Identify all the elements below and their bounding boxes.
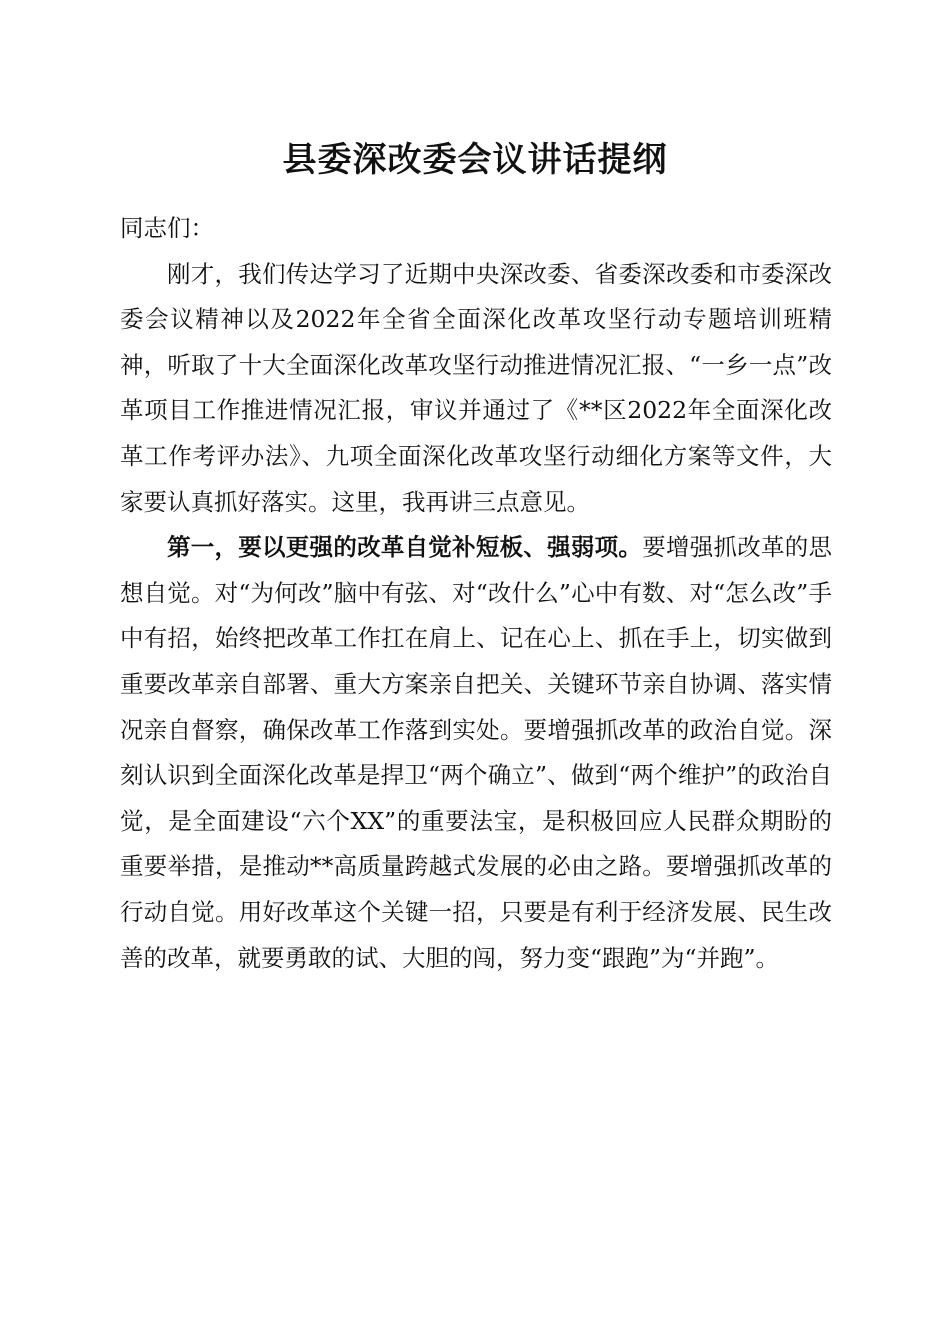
salutation: 同志们： xyxy=(120,214,214,242)
point-one-body: 要增强抓改革的思想自觉。对“为何改”脑中有弦、对“改什么”心中有数、对“怎么改”手中有招，始终把改革工作扛在肩上、记在心上、抓在手上，切实做到重要改革亲自部署、重大方案亲自把关、关键环节亲自协调、落实情况亲自督察，确保改革工作落到实处。要增强抓改革的政治自觉。深刻认识到全面深化改革是捍卫“两个确立”、做到“两个维护”的政治自觉，是全面建设“六个XX”的重要法宝，是积极回应人民群众期盼的重要举措，是推动**高质量跨越式发展的必由之路。要增强抓改革的行动自觉。用好改革这个关键一招，只要是有利于经济发展、民生改善的改革，就要勇敢的试、大胆的闯，努力变“跟跑”为“并跑”。 xyxy=(120,533,833,972)
point-one-heading: 第一，要以更强的改革自觉补短板、强弱项。 xyxy=(167,533,643,562)
document-body xyxy=(120,206,832,981)
paragraph-point-one xyxy=(120,525,832,981)
document-title: 县委深改委会议讲话提纲 xyxy=(282,140,668,180)
paragraph-intro: 刚才，我们传达学习了近期中央深改委、省委深改委和市委深改委会议精神以及2022年全省全面深化改革攻坚行动专题培训班精神，听取了十大全面深化改革攻坚行动推进情况汇报、“一乡一点”改革项目工作推进情况汇报，审议并通过了《**区2022年全面深化改革工作考评办法》、九项全面深化改革攻坚行动细化方案等文件，大家要认真抓好落实。这里，我再讲三点意见。 xyxy=(120,259,832,516)
